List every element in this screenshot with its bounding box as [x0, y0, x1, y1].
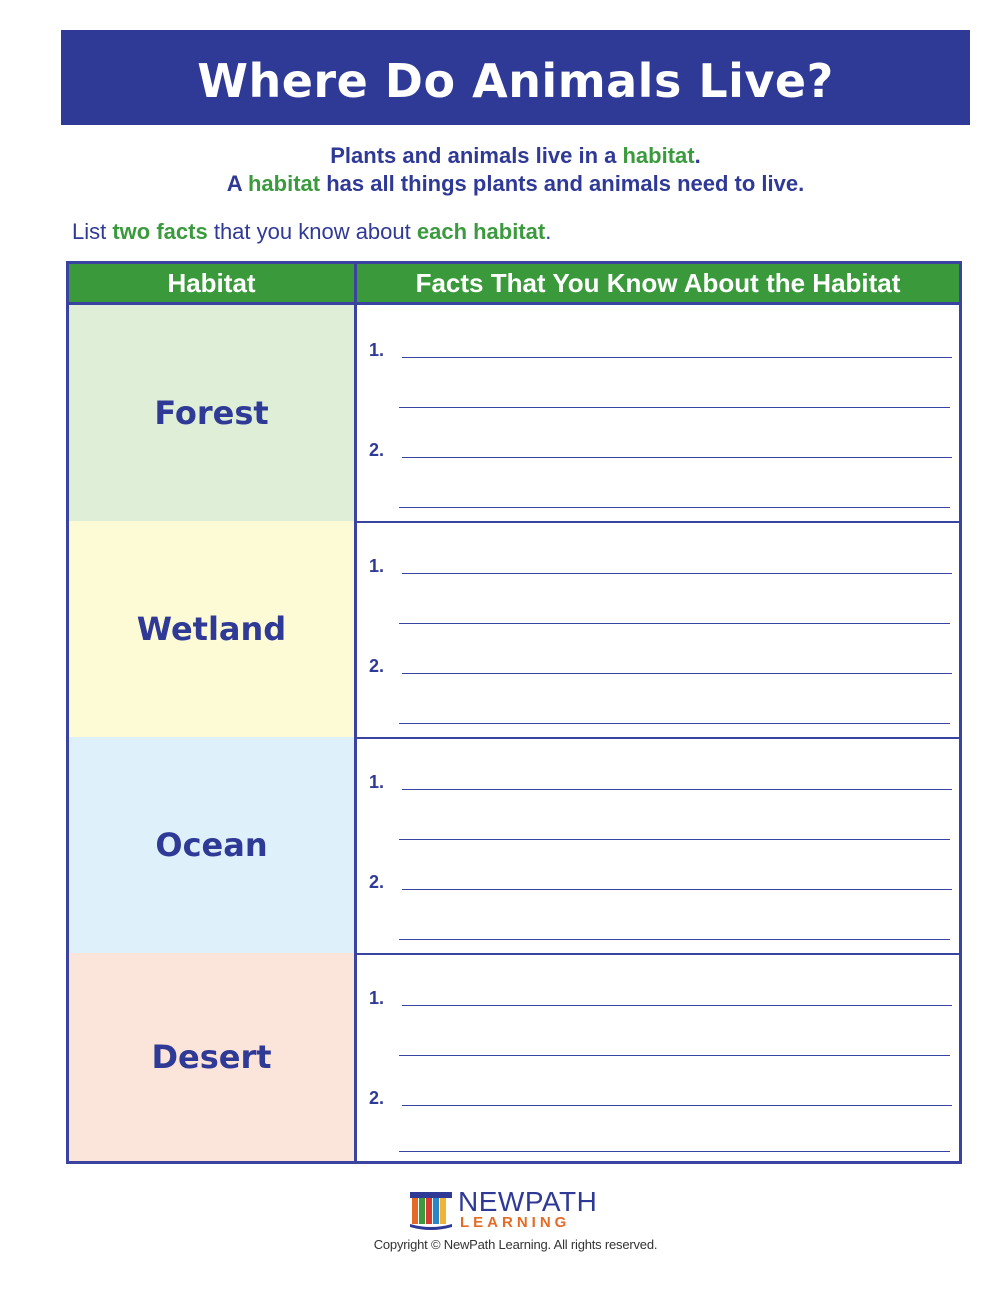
worksheet-page — [61, 30, 970, 1262]
fact-number-2: 2. — [369, 1088, 385, 1108]
table-row-forest — [69, 305, 959, 521]
fact-1-line-2[interactable] — [399, 407, 950, 408]
fact-1-line-1[interactable] — [402, 789, 952, 790]
fact-1-line-2[interactable] — [399, 1055, 950, 1056]
fact-1-line-2[interactable] — [399, 839, 950, 840]
fact-1-line-1[interactable] — [402, 573, 952, 574]
header-facts: Facts That You Know About the Habitat — [415, 268, 901, 298]
fact-number-1: 1. — [369, 772, 385, 792]
logo-text-learning: LEARNING — [460, 1214, 571, 1231]
intro-line-1-text: Plants and animals live in a — [330, 143, 623, 168]
header-habitat: Habitat — [167, 268, 256, 298]
habitat-cell: Desert — [69, 953, 354, 1161]
intro-habitat-term: habitat — [622, 143, 695, 168]
intro-line-2-start: A — [226, 171, 248, 196]
habitat-cell: Ocean — [69, 737, 354, 953]
newpath-logo — [408, 1188, 608, 1233]
fact-2-line-2[interactable] — [399, 939, 950, 940]
fact-1-line-1[interactable] — [402, 357, 952, 358]
habitat-table — [66, 261, 962, 1164]
intro-line-1 — [61, 142, 970, 170]
instruction-part-a: List — [72, 219, 113, 244]
facts-cell — [357, 305, 959, 521]
intro-text — [61, 142, 970, 198]
facts-cell — [357, 737, 959, 953]
fact-2-line-1[interactable] — [402, 457, 952, 458]
facts-cell — [357, 521, 959, 737]
intro-habitat-term-2: habitat — [247, 171, 321, 196]
fact-2-line-2[interactable] — [399, 723, 950, 724]
fact-2-line-2[interactable] — [399, 1151, 950, 1152]
instruction-part-e: . — [545, 219, 552, 244]
fact-number-1: 1. — [369, 556, 385, 576]
fact-2-line-1[interactable] — [402, 673, 952, 674]
fact-2-line-1[interactable] — [402, 889, 952, 890]
table-row-ocean — [69, 737, 959, 953]
instruction-text — [72, 219, 551, 245]
intro-line-2 — [61, 170, 970, 198]
habitat-cell: Wetland — [69, 521, 354, 737]
instruction-part-c: that you know about — [207, 219, 417, 244]
books-icon — [408, 1190, 454, 1230]
logo-text-newpath: NEWPATH — [458, 1186, 598, 1217]
habitat-cell: Forest — [69, 305, 354, 521]
copyright-text: Copyright © NewPath Learning. All rights reserved. — [373, 1237, 658, 1252]
instruction-each-habitat: each habitat — [416, 219, 546, 244]
title-bar — [61, 30, 970, 125]
fact-number-2: 2. — [369, 440, 385, 460]
table-row-wetland — [69, 521, 959, 737]
fact-2-line-1[interactable] — [402, 1105, 952, 1106]
table-header — [69, 264, 959, 305]
instruction-two-facts: two facts — [112, 219, 208, 244]
table-row-desert — [69, 953, 959, 1161]
fact-number-1: 1. — [369, 340, 385, 360]
fact-2-line-2[interactable] — [399, 507, 950, 508]
fact-number-2: 2. — [369, 872, 385, 892]
fact-number-2: 2. — [369, 656, 385, 676]
page-title: Where Do Animals Live? — [197, 53, 834, 108]
intro-line-2-text: has all things plants and animals need to live. — [320, 171, 805, 196]
intro-line-1-end: . — [694, 143, 701, 168]
facts-cell — [357, 953, 959, 1161]
fact-1-line-2[interactable] — [399, 623, 950, 624]
fact-number-1: 1. — [369, 988, 385, 1008]
fact-1-line-1[interactable] — [402, 1005, 952, 1006]
